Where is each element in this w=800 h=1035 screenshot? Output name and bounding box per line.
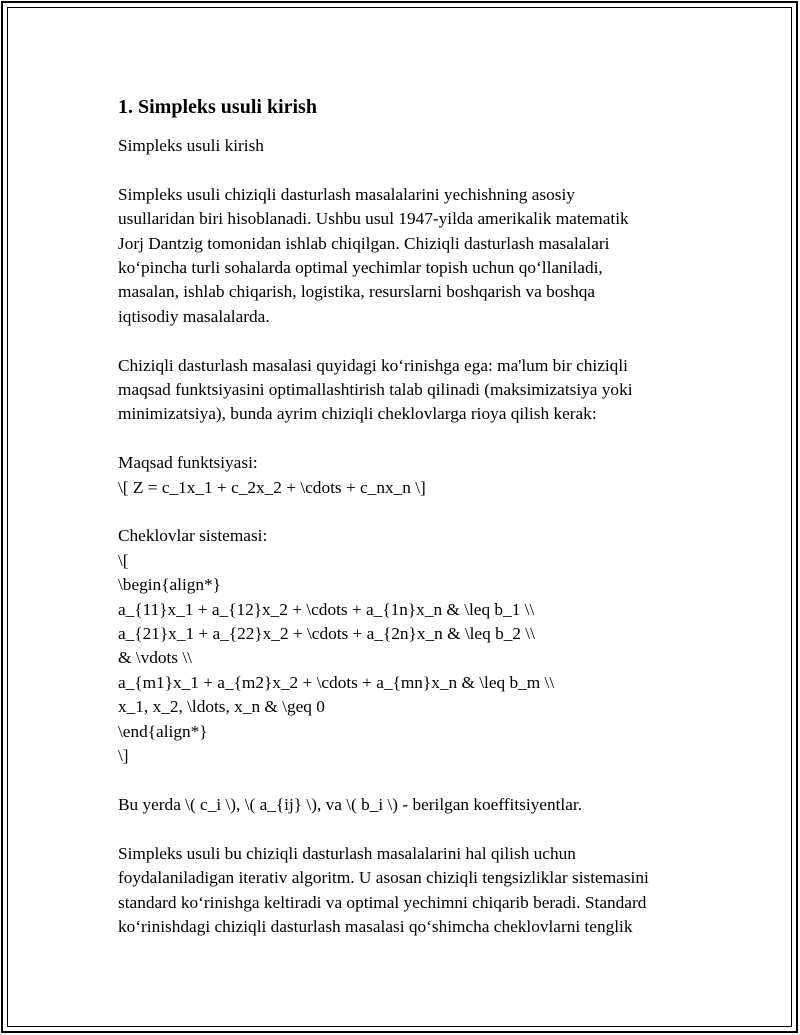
paragraph xyxy=(118,842,708,940)
text-line: minimizatsiya), bunda ayrim chiziqli cheklovlarga rioya qilish kerak: xyxy=(118,404,597,424)
text-line: ko‘rinishdagi chiziqli dasturlash masalasi qo‘shimcha cheklovlarni tenglik xyxy=(118,916,633,936)
text-line: Cheklovlar sistemasi: xyxy=(118,526,268,546)
text-line: \begin{align*} xyxy=(118,575,221,595)
text-line: ko‘pincha turli sohalarda optimal yechimlar topish uchun qo‘llaniladi, xyxy=(118,258,603,278)
section-heading: 1. Simpleks usuli kirish xyxy=(118,96,317,118)
text-line: usullaridan biri hisoblanadi. Ushbu usul 1947-yilda amerikalik matematik xyxy=(118,209,629,229)
text-line: & \vdots \\ xyxy=(118,648,192,668)
text-line: iqtisodiy masalalarda. xyxy=(118,306,270,326)
text-line: a_{21}x_1 + a_{22}x_2 + \cdots + a_{2n}x_n & \leq b_2 \\ xyxy=(118,624,535,644)
text-line: x_1, x_2, \ldots, x_n & \geq 0 xyxy=(118,697,325,717)
text-line: \[ xyxy=(118,550,129,570)
text-line: Simpleks usuli chiziqli dasturlash masalalarini yechishning asosiy xyxy=(118,184,575,204)
document-body xyxy=(118,94,708,964)
text-line: Jorj Dantzig tomonidan ishlab chiqilgan. Chiziqli dasturlash masalalari xyxy=(118,233,610,253)
text-line: maqsad funktsiyasini optimallashtirish talab qilinadi (maksimizatsiya yoki xyxy=(118,380,633,400)
paragraph xyxy=(118,134,708,158)
text-line: Simpleks usuli bu chiziqli dasturlash masalalarini hal qilish uchun xyxy=(118,843,576,863)
text-line: a_{m1}x_1 + a_{m2}x_2 + \cdots + a_{mn}x_n & \leq b_m \\ xyxy=(118,672,555,692)
paragraph xyxy=(118,183,708,329)
paragraph xyxy=(118,524,708,768)
text-line: standard ko‘rinishga keltiradi va optimal yechimni chiqarib beradi. Standard xyxy=(118,892,647,912)
text-line: masalan, ishlab chiqarish, logistika, resurslarni boshqarish va boshqa xyxy=(118,282,596,302)
text-line: Maqsad funktsiyasi: xyxy=(118,453,258,473)
paragraph xyxy=(118,793,708,817)
paragraphs-container xyxy=(118,134,708,939)
text-line: a_{11}x_1 + a_{12}x_2 + \cdots + a_{1n}x_n & \leq b_1 \\ xyxy=(118,599,535,619)
text-line: Bu yerda \( c_i \), \( a_{ij} \), va \( b_i \) - berilgan koeffitsiyentlar. xyxy=(118,794,583,814)
text-line: \] xyxy=(118,746,129,766)
text-line: \end{align*} xyxy=(118,721,208,741)
paragraph xyxy=(118,354,708,427)
text-line: Simpleks usuli kirish xyxy=(118,136,264,155)
text-line: \[ Z = c_1x_1 + c_2x_2 + \cdots + c_nx_n \] xyxy=(118,477,426,497)
paragraph xyxy=(118,451,708,500)
text-line: Chiziqli dasturlash masalasi quyidagi ko‘rinishga ega: ma'lum bir chiziqli xyxy=(118,355,628,375)
text-line: foydalaniladigan iterativ algoritm. U asosan chiziqli tengsizliklar sistemasini xyxy=(118,868,649,888)
